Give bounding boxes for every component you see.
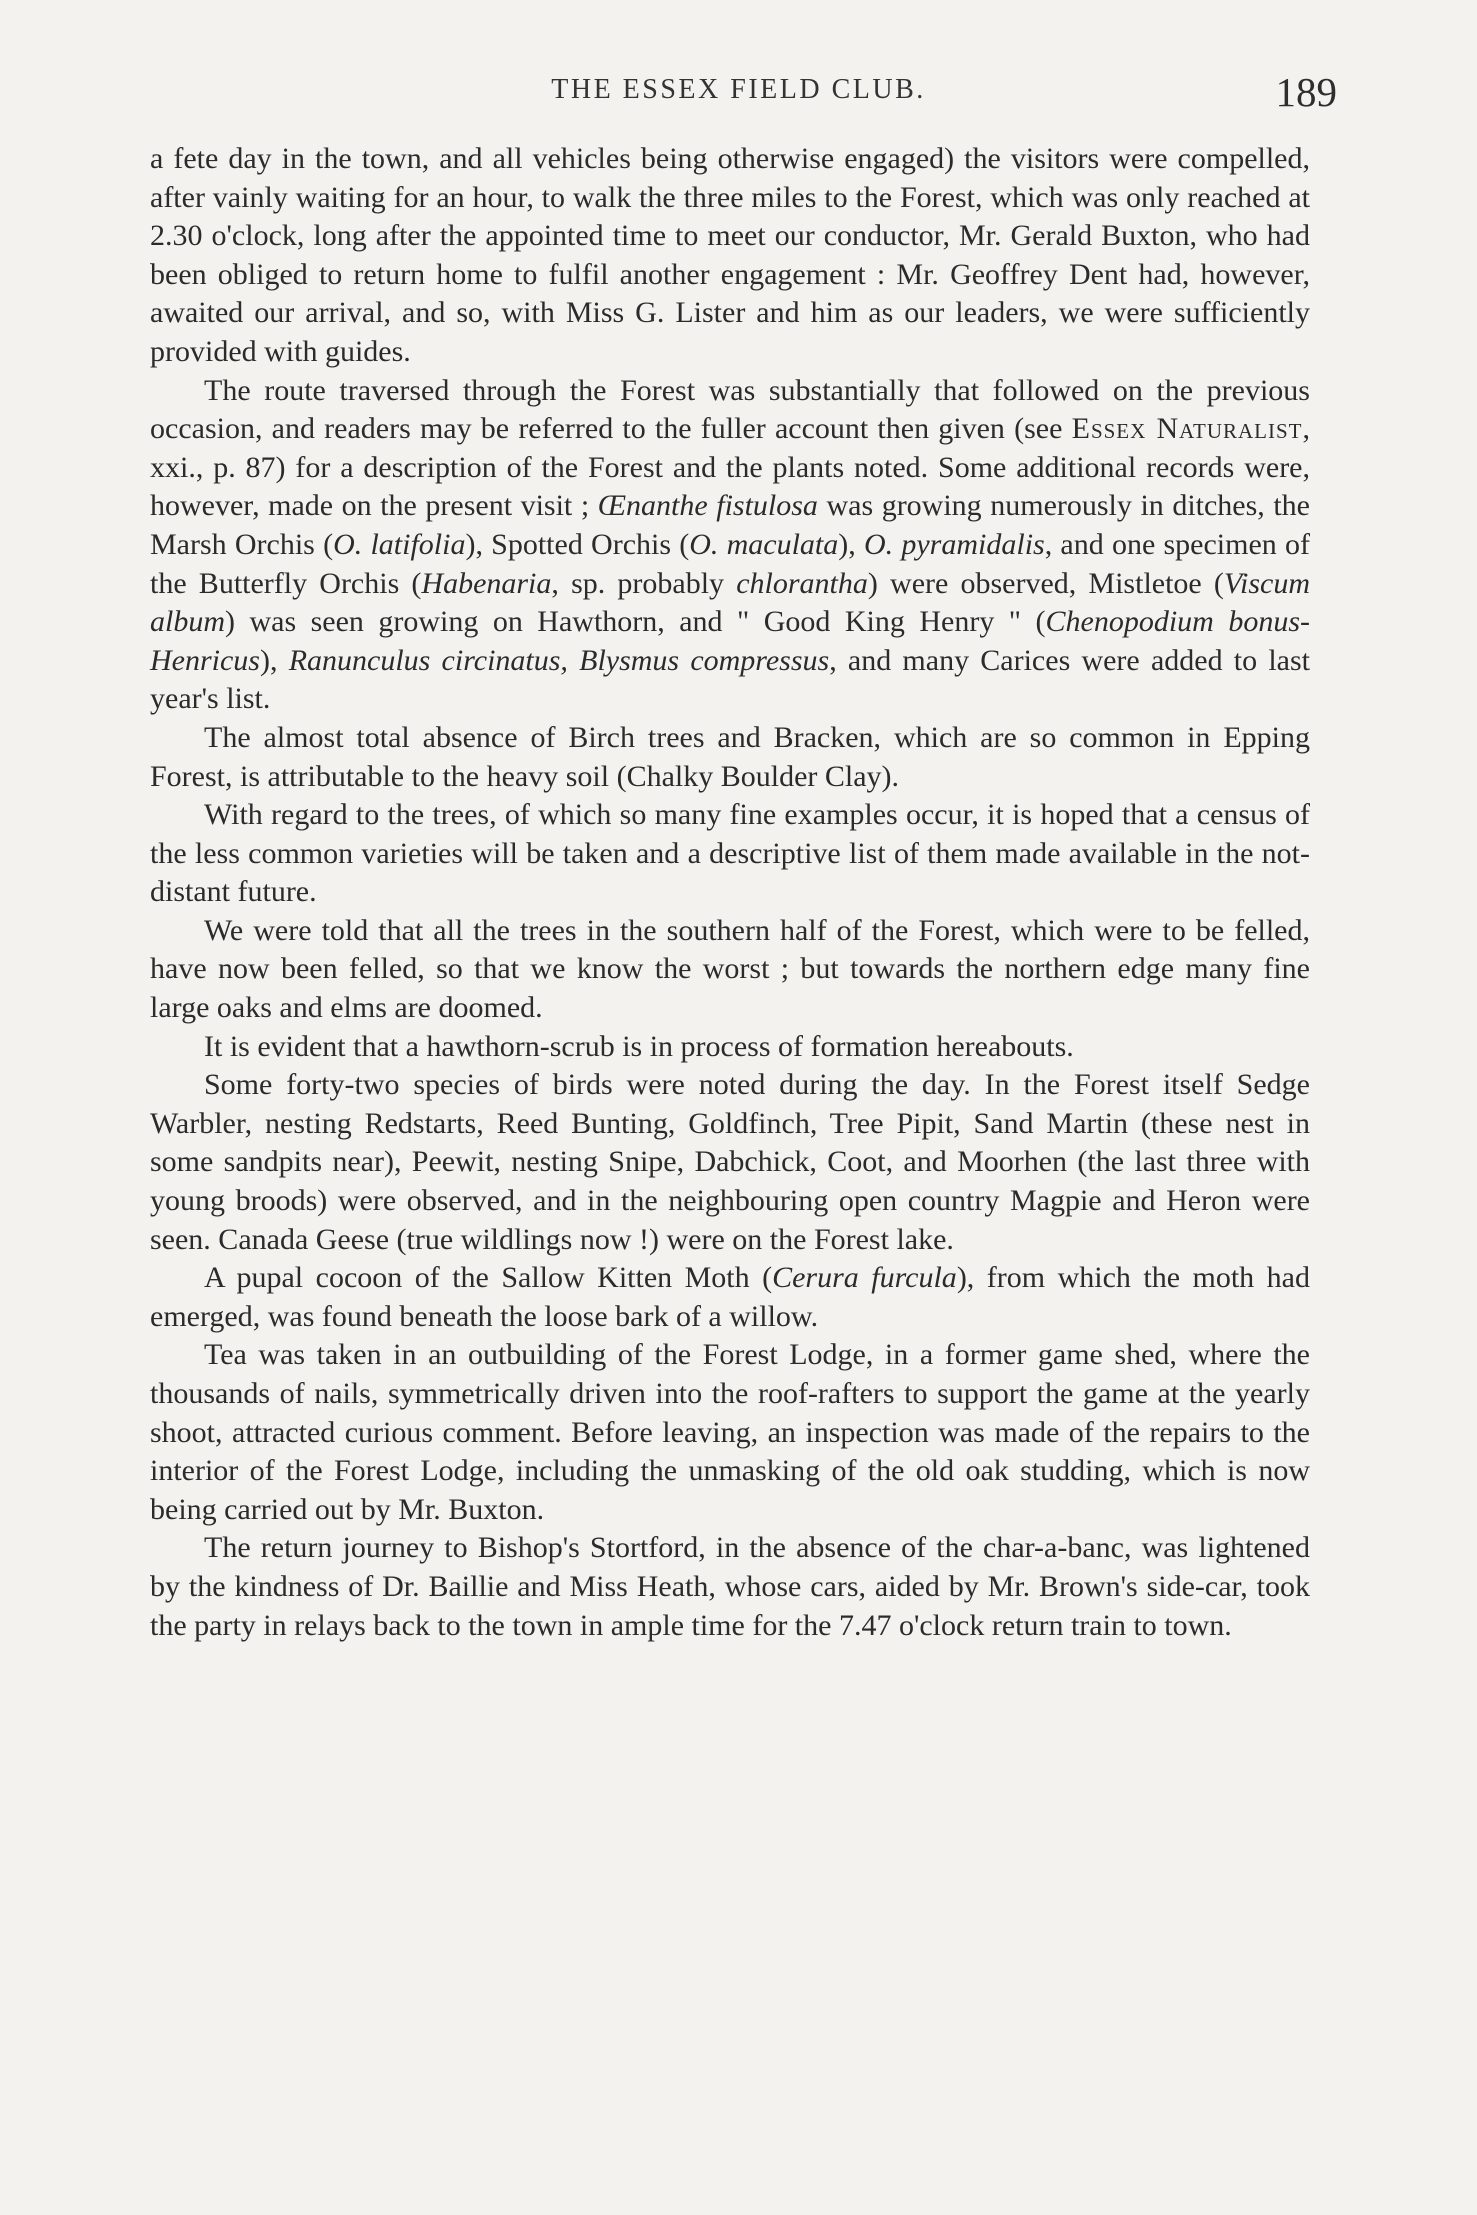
text-run: ), from which the moth had emerged, was found beneath the loose bark of a willow.: [150, 1261, 1310, 1333]
species-name: O. maculata: [689, 527, 839, 561]
paragraph-7: Some forty-two species of birds were noted during the day. In the Forest itself Sedge Warbler, nesting Redstarts, Reed Bunting, Goldfinch, Tree Pipit, Sand Martin (these nest in some sandpits near), Peewit, nesting Snipe, Dabchick, Coot, and Moorhen (the last three with young broods) were observed, and in the neighbouring open country Magpie and Heron were seen. Canada Geese (true wildlings now !) were on the Forest lake.: [150, 1068, 1310, 1256]
running-head: [0, 68, 1477, 116]
species-name: O. latifolia: [333, 527, 466, 561]
text-run: ), Spotted Orchis (: [465, 527, 690, 561]
text-run: ) were observed, Mistletoe (: [867, 566, 1224, 600]
paragraph-3: The almost total absence of Birch trees and Bracken, which are so common in Epping Forest, is attributable to the heavy soil (Chalky Boulder Clay).: [150, 720, 1310, 793]
text-run: , and many Carices were added to last year's list.: [150, 643, 1310, 716]
species-name: O. pyramidalis: [863, 527, 1045, 561]
running-title: THE ESSEX FIELD CLUB.: [551, 74, 926, 105]
species-name: chlorantha: [736, 566, 868, 600]
species-name: Œnanthe fistulosa: [597, 489, 818, 523]
paragraph-10: The return journey to Bishop's Stortford, in the absence of the char-a-banc, was lightened by the kindness of Dr. Baillie and Miss Heath, whose cars, aided by Mr. Brown's side-car, took the party in relays back to the town in ample time for the 7.47 o'clock return train to town.: [150, 1531, 1310, 1642]
text-run: ),: [259, 643, 289, 677]
paragraph-5: We were told that all the trees in the southern half of the Forest, which were to be felled, have now been felled, so that we know the worst ; but towards the northern edge many fine large oaks and elms are doomed.: [150, 913, 1310, 1025]
body-text: [150, 140, 1310, 1645]
paragraph-2: [150, 372, 1310, 719]
journal-title: Essex Naturalist: [1071, 412, 1303, 446]
species-name: Ranunculus circinatus, Blysmus compressus: [288, 643, 830, 677]
paragraph-1: a fete day in the town, and all vehicles being otherwise engaged) the visitors were compelled, after vainly waiting for an hour, to walk the three miles to the Forest, which was only reached at 2.30 o'clock, long after the appointed time to meet our conductor, Mr. Gerald Buxton, who had been obliged to return home to fulfil another engagement : Mr. Geoffrey Dent had, however, awaited our arrival, and so, with Miss G. Lister and him as our leaders, we were sufficiently provided with guides.: [150, 142, 1310, 368]
text-run: was growing numerously in ditches, the Marsh Orchis (: [150, 489, 1311, 561]
text-run: ),: [838, 527, 864, 561]
paragraph-4: With regard to the trees, of which so many fine examples occur, it is hoped that a census of the less common varieties will be taken and a descriptive list of them made available in the not-distant future.: [150, 798, 1310, 909]
paragraph-8: [150, 1259, 1310, 1336]
paragraph-6: It is evident that a hawthorn-scrub is in process of formation hereabouts.: [204, 1029, 1074, 1063]
species-name: Habenaria: [421, 566, 552, 600]
text-run: ) was seen growing on Hawthorn, and " Good King Henry " (: [225, 605, 1046, 639]
text-run: A pupal cocoon of the Sallow Kitten Moth (: [204, 1261, 773, 1295]
text-run: The route traversed through the Forest was substantially that followed on the previous occasion, and readers may be referred to the fuller account then given (see: [150, 373, 1310, 446]
species-name: Viscum album: [150, 566, 1310, 639]
species-name: Chenopodium bonus-Henricus: [150, 605, 1310, 677]
text-run: , sp. probably: [551, 566, 737, 600]
paragraph-9: Tea was taken in an outbuilding of the Forest Lodge, in a former game shed, where the thousands of nails, symmetrically driven into the roof-rafters to support the game at the yearly shoot, attracted curious comment. Before leaving, an inspection was made of the repairs to the interior of the Forest Lodge, including the unmasking of the old oak studding, which is now being carried out by Mr. Buxton.: [150, 1338, 1310, 1526]
text-run: , xxi., p. 87) for a description of the Forest and the plants noted. Some additional records were, however, made on the present visit ;: [150, 412, 1310, 523]
page-number: 189: [1275, 69, 1337, 115]
text-run: , and one specimen of the Butterfly Orchis (: [150, 527, 1310, 600]
species-name: Cerura furcula: [772, 1261, 957, 1295]
